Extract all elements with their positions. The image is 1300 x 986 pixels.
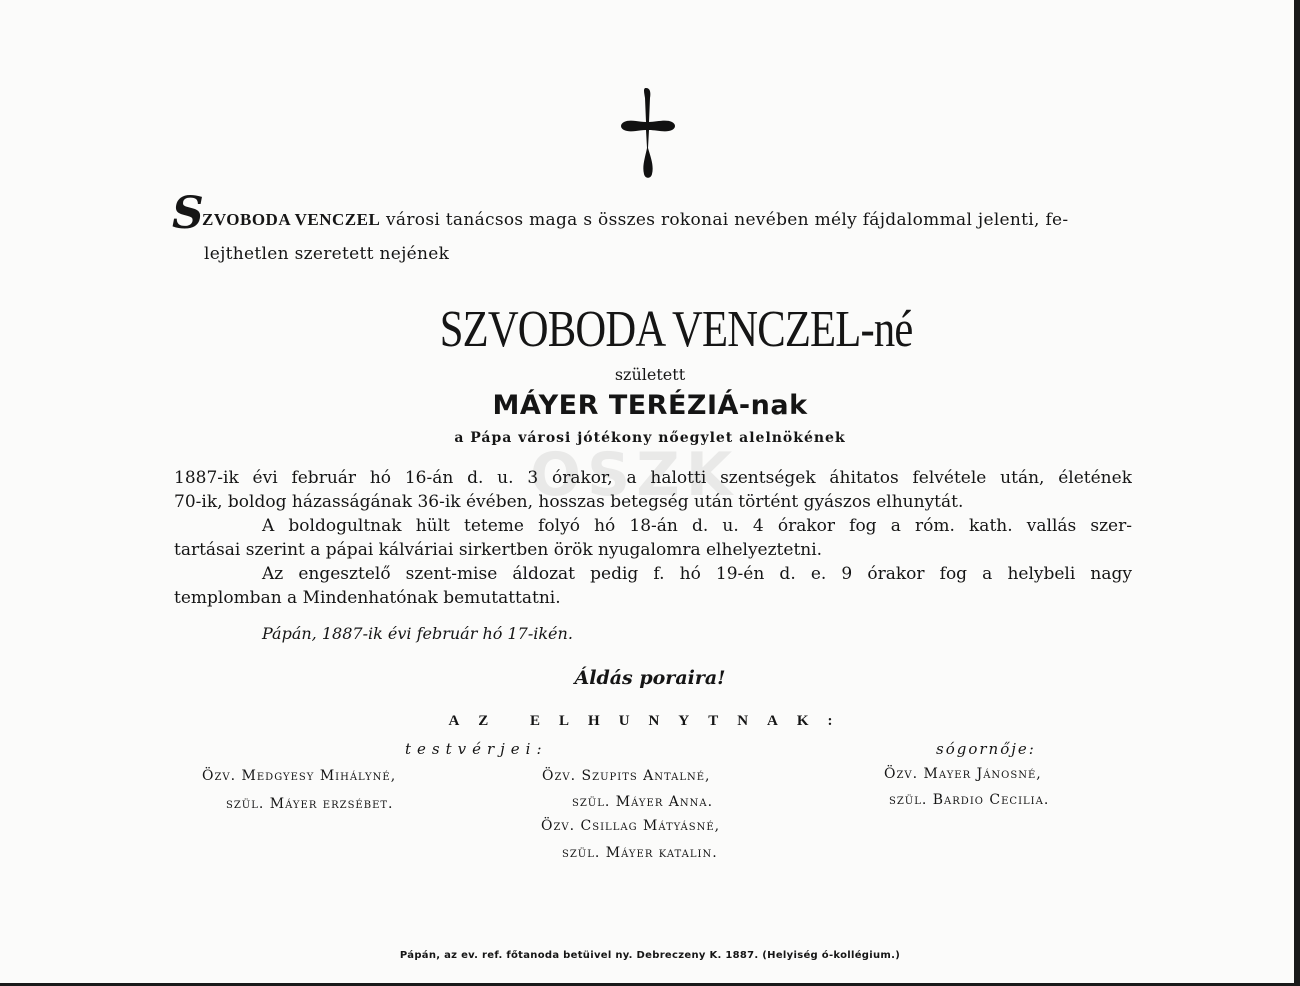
mourner-entry: Özv. Medgyesy Mihályné,	[202, 768, 397, 784]
mourner-entry: szül. Máyer erzsébet.	[226, 796, 394, 812]
printer-footer: Pápán, az ev. ref. főtanoda betüivel ny. Debreczeny K. 1887. (Helyiség ó-kollégium.)	[399, 950, 901, 961]
ornamental-initial: S	[172, 188, 204, 239]
cross-icon	[620, 88, 676, 180]
deceased-name: SZVOBODA VENCZEL-né	[439, 301, 913, 358]
body-line: 70-ik, boldog házasságának 36-ik évében, hosszas betegség után történt gyászos elhunytát.	[174, 492, 964, 512]
mourners-header: AZ ELHUNYTNAK:	[448, 713, 852, 729]
maiden-name: MÁYER TERÉZIÁ-nak	[492, 390, 808, 421]
intro-line-1	[202, 210, 1068, 230]
blessing: Áldás poraira!	[574, 667, 726, 689]
sister-in-law-label: sógornője:	[936, 740, 1036, 758]
mourner-entry: Özv. Csillag Mátyásné,	[541, 818, 721, 834]
body-line: A boldogultnak hült teteme folyó hó 18-án d. u. 4 órakor fog a róm. kath. vallás szer-	[262, 516, 1132, 536]
body-text	[174, 466, 1132, 610]
mourner-entry: szül. Bardio Cecilia.	[889, 792, 1050, 808]
mourner-entry: szül. Máyer Anna.	[572, 794, 714, 810]
body-line: Az engesztelő szent-mise áldozat pedig f. hó 19-én d. e. 9 órakor fog a helybeli nagy	[262, 564, 1132, 584]
body-line: templomban a Mindenhatónak bemutattatni.	[174, 588, 561, 608]
intro-line-2: lejthetlen szeretett nejének	[204, 244, 450, 264]
mourner-entry: Özv. Mayer Jánosné,	[884, 766, 1042, 782]
watermark: OSZK	[530, 440, 739, 510]
intro-line-1-text: városi tanácsos maga s összes rokonai nevében mély fájdalommal jelenti, fe-	[380, 210, 1069, 230]
body-line: tartásai szerint a pápai kálváriai sirkertben örök nyugalomra elhelyeztetni.	[174, 540, 823, 560]
deceased-role: a Pápa városi jótékony nőegylet alelnökének	[454, 430, 846, 446]
body-line: 1887-ik évi február hó 16-án d. u. 3 órakor, a halotti szentségek áhitatos felvétele után, életének	[174, 468, 1132, 488]
husband-name: ZVOBODA VENCZEL	[202, 210, 381, 229]
siblings-label: testvérjei:	[405, 740, 548, 758]
date-line: Pápán, 1887-ik évi február hó 17-ikén.	[262, 624, 573, 643]
mourner-entry: Özv. Szupits Antalné,	[542, 768, 711, 784]
mourner-entry: szül. Máyer katalin.	[562, 845, 718, 861]
born-label: született	[614, 365, 686, 384]
